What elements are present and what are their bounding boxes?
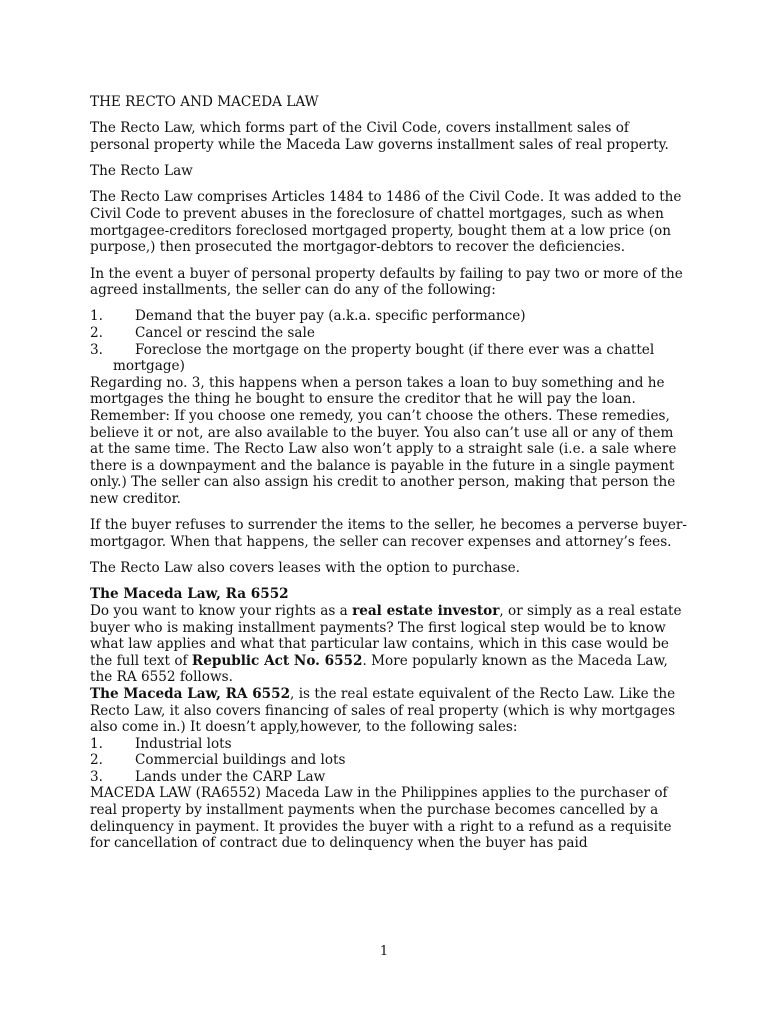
list-item bbox=[90, 736, 690, 753]
list-text: Cancel or rescind the sale bbox=[135, 324, 315, 341]
real-estate-investor-text: real estate investor bbox=[352, 602, 500, 619]
list-item bbox=[90, 752, 690, 769]
list-number: 1. bbox=[90, 735, 103, 752]
maceda-intro-paragraph: Do you want to know your rights as a real estate investor, or simply as a real estate buyer who is making installment payments? The first logical step would be to know what law applies and what that particular law contains, which in this case would be the full text of Republic Act No. 6552. More popularly known as the Maceda Law, the RA 6552 follows. bbox=[90, 602, 682, 686]
maceda-equivalent-paragraph: The Maceda Law, RA 6552, is the real estate equivalent of the Recto Law. Like the Recto Law, it also covers financing of sales of real property (which is why mortgages also come in.) It doesn’t apply,however, to the following sales: bbox=[90, 685, 676, 736]
list-number: 3. bbox=[90, 341, 103, 358]
republic-act-text: Republic Act No. 6552 bbox=[191, 652, 363, 669]
list-text: Demand that the buyer pay (a.k.a. specific performance) bbox=[135, 308, 526, 325]
document-title: THE RECTO AND MACEDA LAW bbox=[90, 94, 319, 110]
perverse-buyer-paragraph: If the buyer refuses to surrender the items to the seller, he becomes a perverse buyer-mortgagor. When that happens, the seller can recover expenses and attorney’s fees. bbox=[90, 517, 688, 550]
maceda-refund-paragraph: MACEDA LAW (RA6552) Maceda Law in the Philippines applies to the purchaser of real property by installment payments when the purchase becomes cancelled by a delinquency in payment. It provides the buyer with a right to a refund as a requisite for cancellation of contract due to delinquency when the buyer has paid bbox=[90, 785, 672, 852]
recto-heading: The Recto Law bbox=[90, 163, 193, 180]
recto-articles-paragraph: The Recto Law comprises Articles 1484 to 1486 of the Civil Code. It was added to the Civil Code to prevent abuses in the foreclosure of chattel mortgages, such as when mortgagee-creditors foreclosed mortgaged property, bought them at a low price (on purpose,) then prosecuted the mortgagor-debtors to recover the deficiencies. bbox=[90, 189, 682, 256]
exclusions-list bbox=[90, 736, 690, 786]
list-text: Lands under the CARP Law bbox=[135, 768, 326, 785]
list-text: Industrial lots bbox=[135, 735, 232, 752]
document-body bbox=[90, 0, 690, 852]
list-number: 3. bbox=[90, 768, 103, 785]
maceda-law-ra-text: The Maceda Law, RA 6552 bbox=[90, 685, 291, 702]
leases-paragraph: The Recto Law also covers leases with the option to purchase. bbox=[90, 560, 521, 577]
list-item bbox=[90, 325, 690, 342]
list-number: 1. bbox=[90, 308, 103, 325]
list-item bbox=[90, 342, 690, 375]
list-number: 2. bbox=[90, 324, 103, 341]
maceda-heading: The Maceda Law, Ra 6552 bbox=[90, 586, 289, 603]
default-paragraph: In the event a buyer of personal property defaults by failing to pay two or more of the agreed installments, the seller can do any of the following: bbox=[90, 265, 683, 299]
list-item bbox=[90, 769, 690, 786]
list-text: Commercial buildings and lots bbox=[135, 752, 346, 769]
regarding-paragraph: Regarding no. 3, this happens when a person takes a loan to buy something and he mortgages the thing he bought to ensure the creditor that he will pay the loan. Remember: If you choose one remedy, you can’t choose the others. These remedies, believe it or not, are also available to the buyer. You also can’t use all or any of them at the same time. The Recto Law also won’t apply to a straight sale (i.e. a sale where there is a downpayment and the balance is payable in the future in a single payment only.) The seller can also assign his credit to another person, making that person the new creditor. bbox=[90, 374, 677, 507]
list-text-continuation: mortgage) bbox=[113, 358, 185, 375]
list-item bbox=[90, 308, 690, 325]
list-text: Foreclose the mortgage on the property bought (if there ever was a chattel bbox=[135, 341, 655, 358]
remedies-list bbox=[90, 308, 690, 374]
page-number: 1 bbox=[379, 944, 389, 959]
list-number: 2. bbox=[90, 752, 103, 769]
intro-paragraph: The Recto Law, which forms part of the Civil Code, covers installment sales of personal property while the Maceda Law governs installment sales of real property. bbox=[90, 120, 669, 153]
